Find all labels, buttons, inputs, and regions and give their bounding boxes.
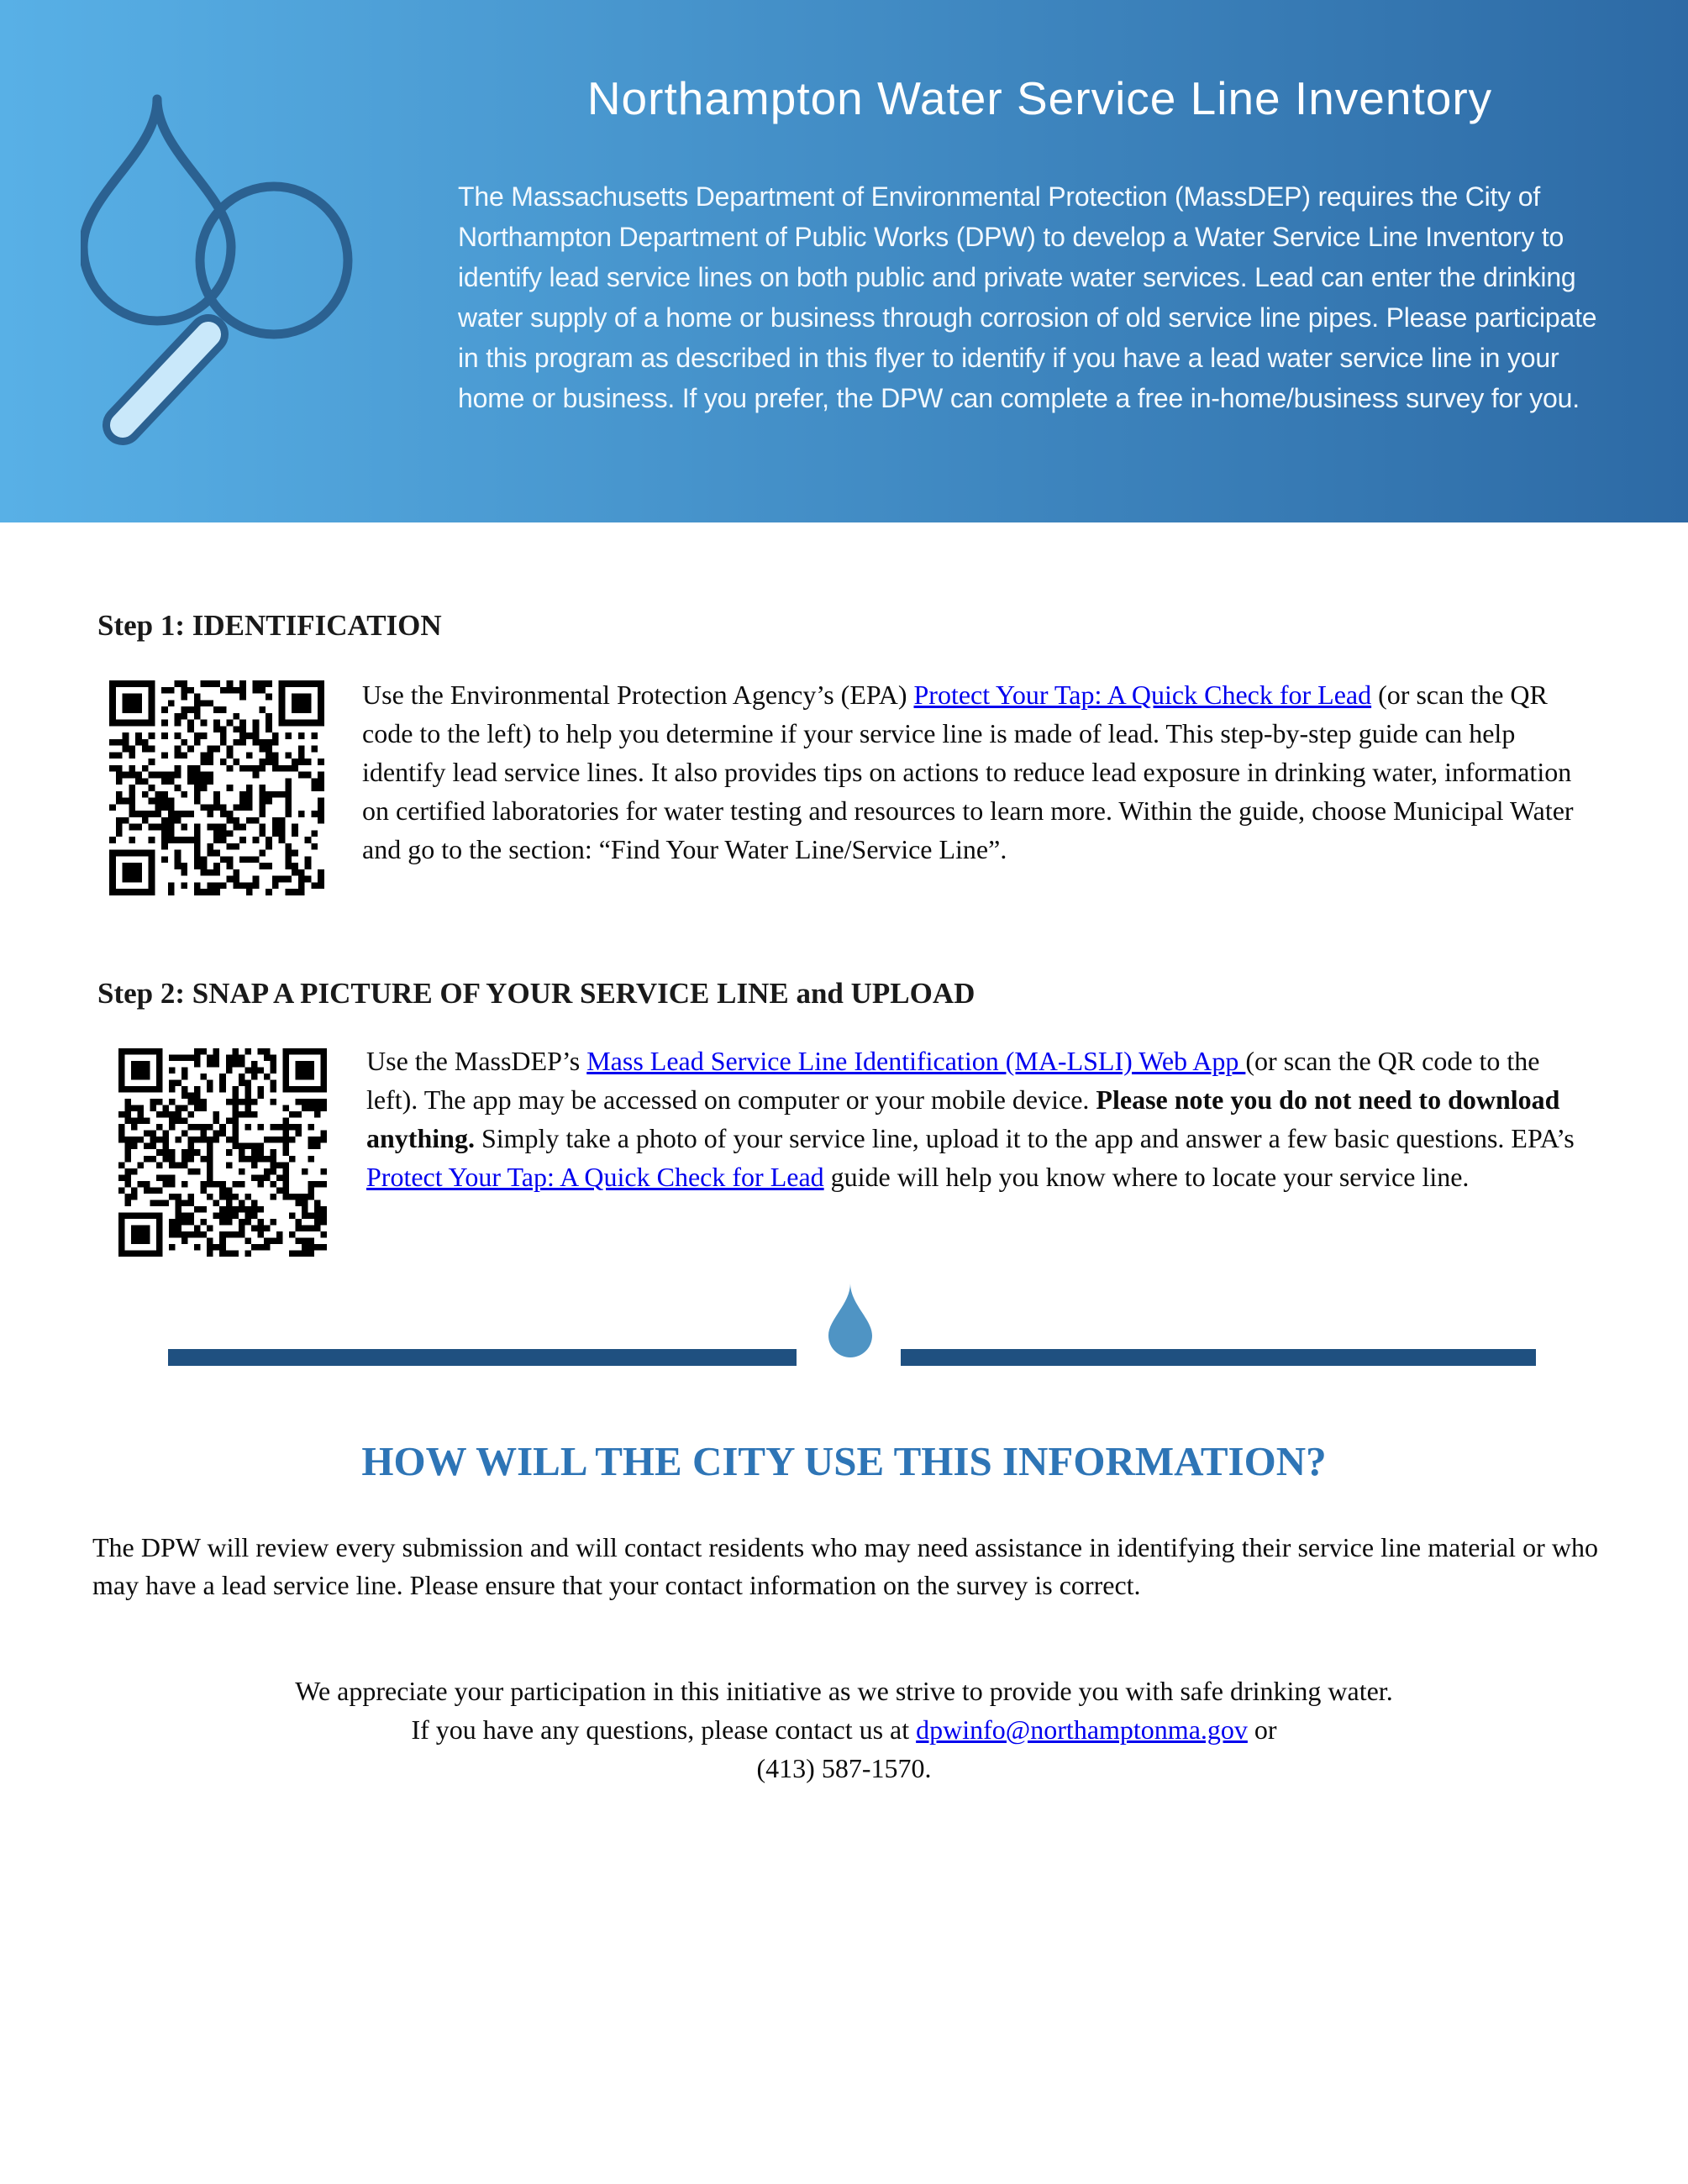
section-divider bbox=[0, 1280, 1688, 1371]
text-segment: (or scan the QR code to the left) to help you determine if your service line is made of lead. This step-by-step guide can help identify lead service lines. It also provides tips on actions to reduce lead exposure in drinking water, information on certified laboratories for water testing and resources to learn more. Within the guide, choose Municipal Water and go to the section: “Find Your Water Line/Service Line”. bbox=[362, 680, 1574, 864]
water-drop-magnifier-icon bbox=[81, 92, 360, 449]
step2-heading: Step 2: SNAP A PICTURE OF YOUR SERVICE LINE and UPLOAD bbox=[97, 977, 975, 1010]
email-link[interactable]: dpwinfo@northamptonma.gov bbox=[916, 1714, 1248, 1745]
qr-code-epa-protect-your-tap bbox=[109, 680, 324, 895]
closing-line2 bbox=[0, 1710, 1688, 1749]
closing-block bbox=[0, 1672, 1688, 1788]
protect-your-tap-link[interactable]: Protect Your Tap: A Quick Check for Lead bbox=[366, 1162, 824, 1192]
step1-heading: Step 1: IDENTIFICATION bbox=[97, 609, 442, 642]
header-intro-paragraph: The Massachusetts Department of Environmental Protection (MassDEP) requires the City of Northampton Department of Public Works (DPW) to develop a Water Service Line Inventory to identify lead service lines on both public and private water services. Lead can enter the drinking water supply of a home or business through corrosion of old service line pipes. Please participate in this program as described in this flyer to identify if you have a lead water service line in your home or business. If you prefer, the DPW can complete a free in-home/business survey for you. bbox=[458, 181, 1597, 413]
page-title: Northampton Water Service Line Inventory bbox=[586, 72, 1493, 124]
step2-row bbox=[97, 1047, 1610, 1258]
ma-lsli-web-app-link[interactable]: Mass Lead Service Line Identification (MA-LSLI) Web App bbox=[586, 1046, 1246, 1076]
divider-bar-right bbox=[901, 1349, 1536, 1366]
step2-section bbox=[97, 974, 1610, 1258]
water-drop-icon bbox=[822, 1280, 879, 1362]
text-segment: Use the Environmental Protection Agency’s (EPA) bbox=[362, 680, 914, 710]
protect-your-tap-link[interactable]: Protect Your Tap: A Quick Check for Lead bbox=[913, 680, 1372, 710]
text-segment: (or scan the QR code to the left). The app may be accessed on computer or your mobile device. bbox=[366, 1046, 1540, 1115]
step1-paragraph bbox=[362, 675, 1591, 869]
closing-line1: We appreciate your participation in this initiative as we strive to provide you with safe drinking water. bbox=[295, 1676, 1393, 1706]
how-section-heading: HOW WILL THE CITY USE THIS INFORMATION? bbox=[361, 1438, 1327, 1484]
text-segment: or bbox=[1247, 1714, 1277, 1745]
header-content bbox=[458, 69, 1622, 418]
divider-bar-left bbox=[168, 1349, 797, 1366]
qr-code-ma-lsli-web-app bbox=[118, 1047, 327, 1258]
text-segment: guide will help you know where to locate your service line. bbox=[823, 1162, 1470, 1192]
text-segment: Use the MassDEP’s bbox=[366, 1046, 587, 1076]
bold-text: Please note you do not need to download anything. bbox=[366, 1084, 1560, 1153]
header-banner bbox=[0, 0, 1688, 522]
step2-paragraph bbox=[366, 1042, 1597, 1196]
closing-line3-phone: (413) 587-1570. bbox=[756, 1753, 932, 1783]
how-section-paragraph: The DPW will review every submission and will contact residents who may need assistance in identifying their service line material or who may have a lead service line. Please ensure that your contact information on the survey is correct. bbox=[92, 1532, 1598, 1600]
text-segment: Simply take a photo of your service line, upload it to the app and answer a few basic questions. EPA’s bbox=[474, 1123, 1575, 1153]
step1-section bbox=[97, 606, 1610, 895]
step1-row bbox=[97, 680, 1610, 895]
text-segment: If you have any questions, please contact us at bbox=[411, 1714, 917, 1745]
